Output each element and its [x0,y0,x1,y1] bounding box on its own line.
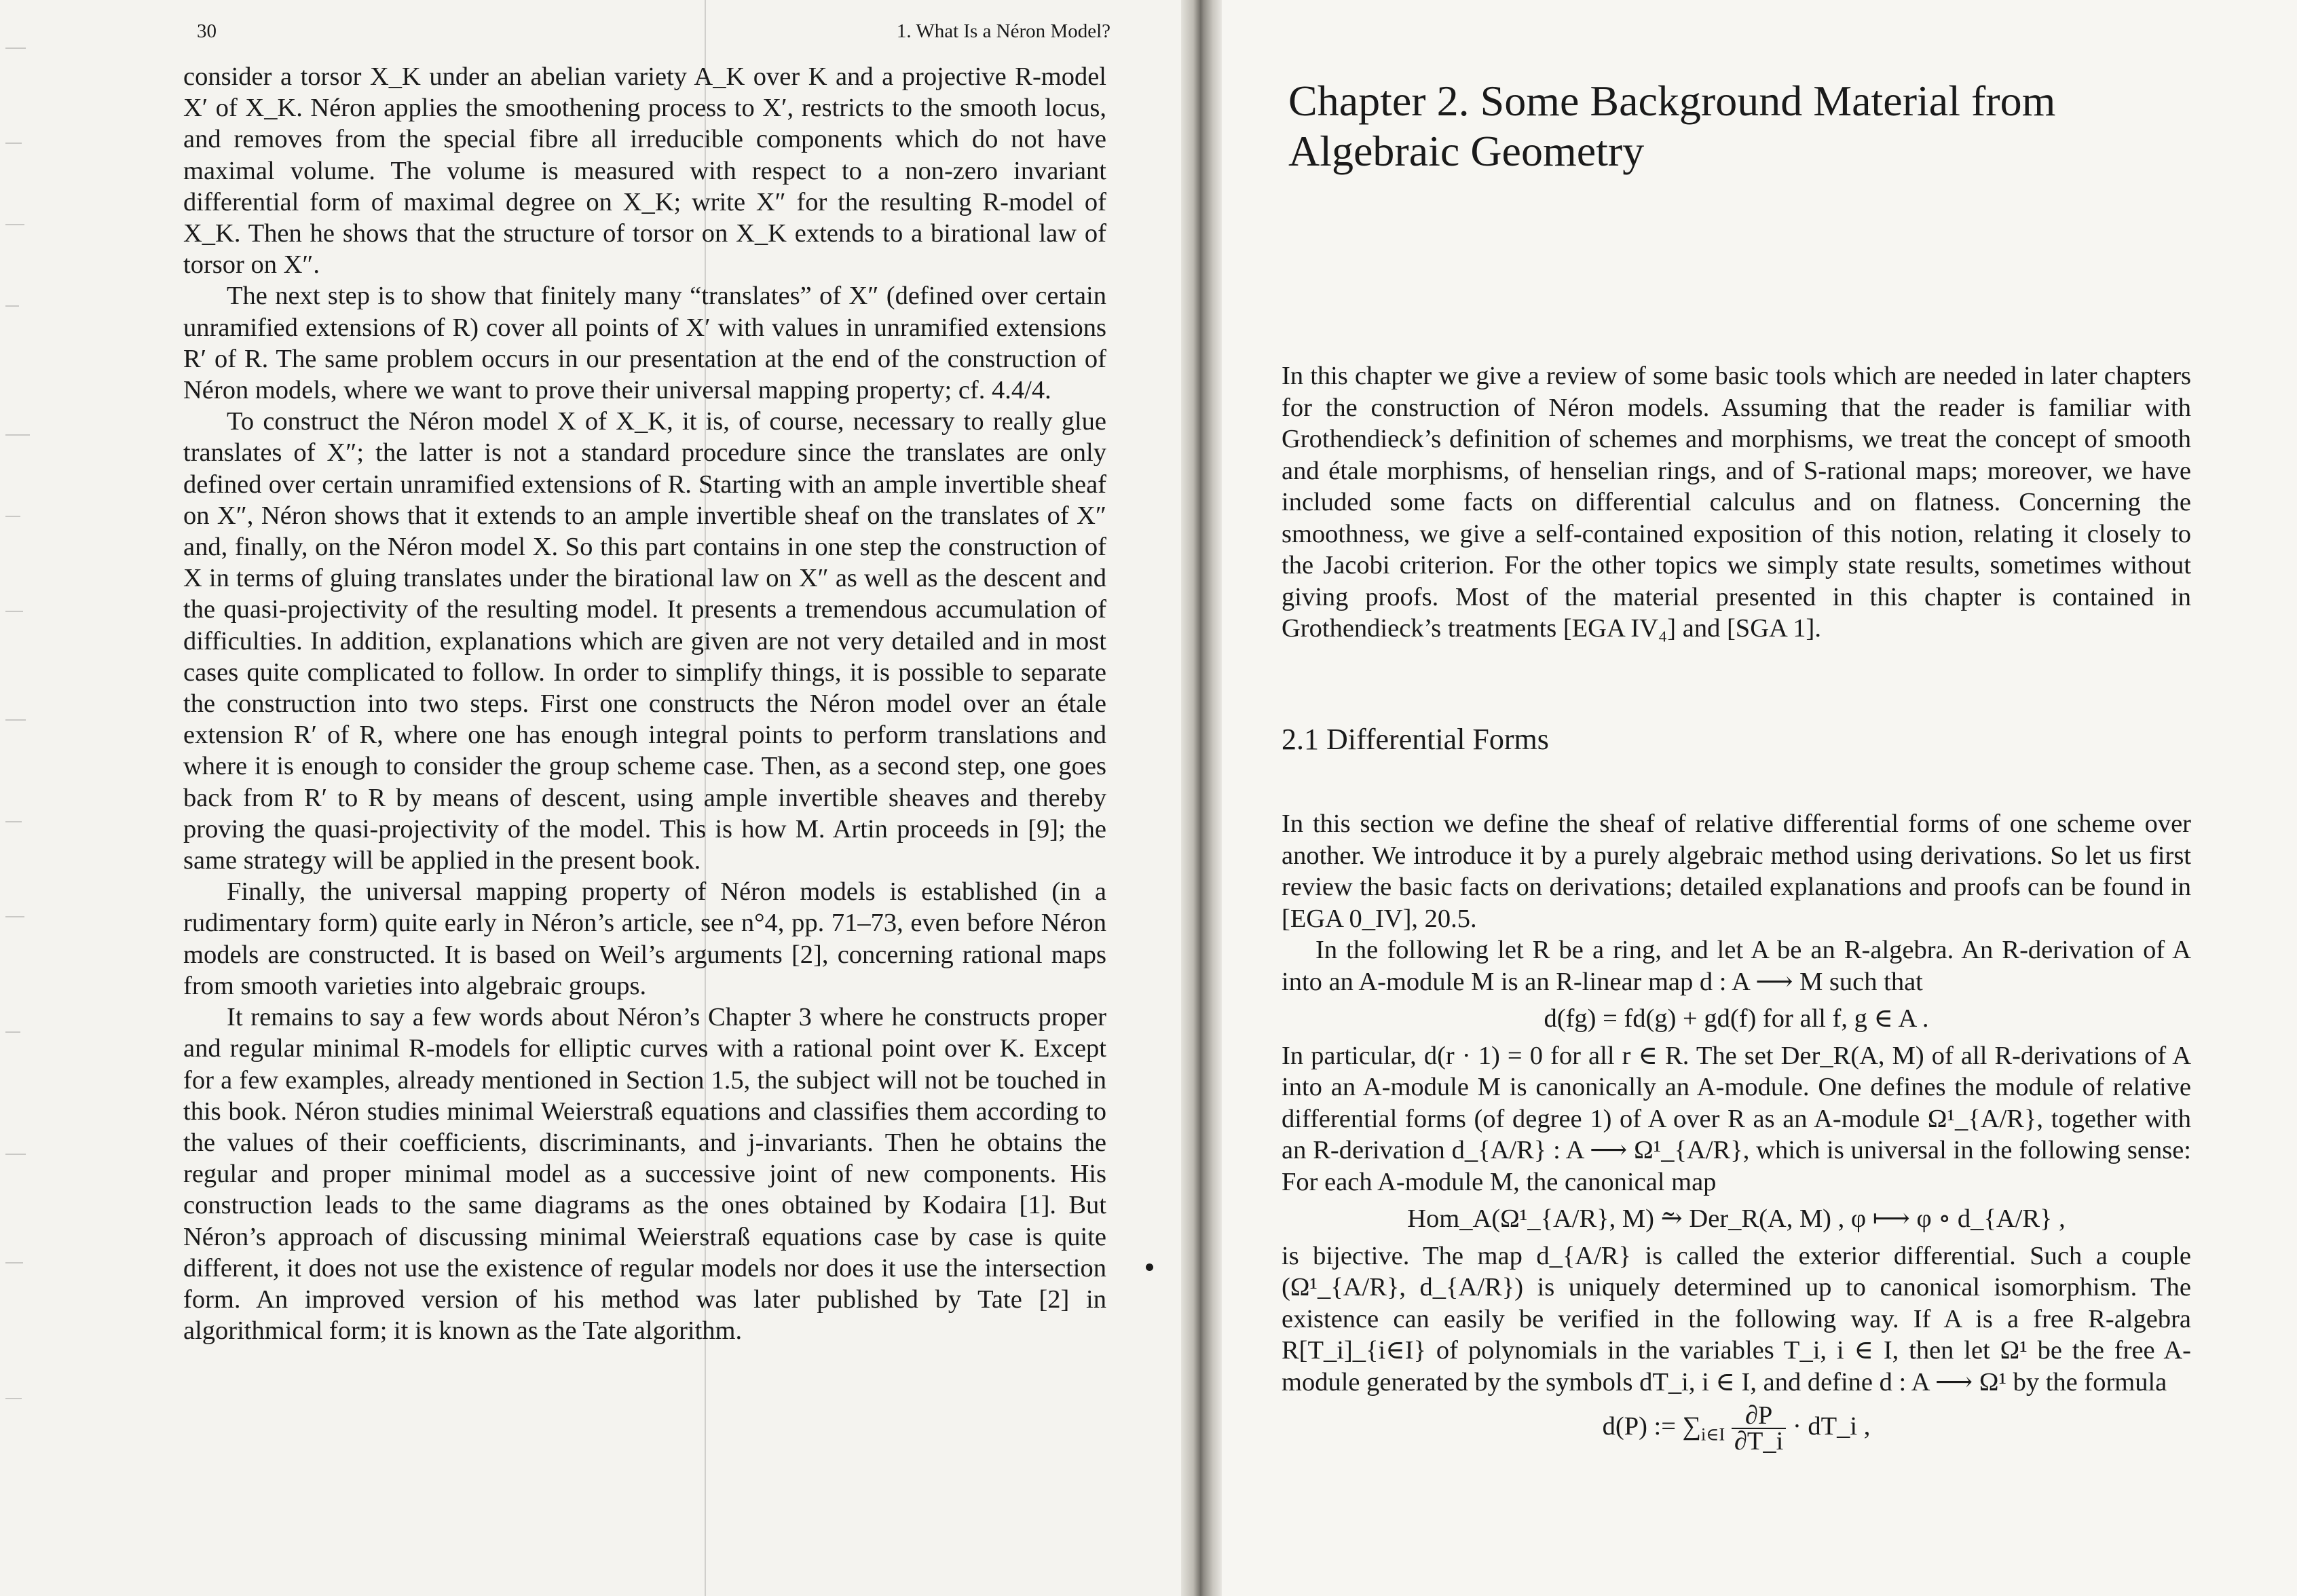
paragraph: consider a torsor X_K under an abelian variety A_K over K and a projective R-model X′ of X_K. Néron applies the smoothening process to X′, restricts to the smooth locus, and removes from the special fibre all irreducible components which do not have maximal volume. The volume is measured with respect to a non-zero invariant differential form of maximal degree on X_K; write X″ for the resulting R-model of X_K. Then he shows that the structure of torsor on X_K extends to a birational law of torsor on X″. [183,62,1106,280]
book-gutter [1181,0,1222,1596]
equation-derivation: d(fg) = fd(g) + gd(f) for all f, g ∈ A . [1544,1004,1929,1033]
fraction-numerator: ∂P [1732,1403,1787,1429]
equation-canonical-map: Hom_A(Ω¹_{A/R}, M) ⥲ Der_R(A, M) , φ ⟼ φ ∘ d_{A/R} , [1407,1204,2066,1233]
chapter-title: Chapter 2. Some Background Material from Algebraic Geometry [1288,77,2056,175]
paragraph: In the following let R be a ring, and let A be an R-algebra. An R-derivation of A into an A-module M is an R-linear map d : A ⟶ M such that [1282,936,2191,996]
paragraph: The next step is to show that finitely many “translates” of X″ (defined over certain unramified extensions of R) cover all points of X′ with values in unramified extensions R′ of R. The same problem occurs in our presentation at the end of the construction of Néron models, where we want to prove their universal mapping property; cf. 4.4/4. [183,282,1106,405]
margin-marks [0,0,48,1596]
left-body-text [183,61,1106,1346]
equation-lhs: d(P) := ∑ [1602,1411,1702,1441]
page-number: 30 [197,20,217,42]
equation-rhs: · dT_i , [1792,1411,1871,1441]
section-heading: 2.1 Differential Forms [1282,723,1549,756]
partial-fraction [1732,1403,1787,1454]
paragraph: It remains to say a few words about Néron’s Chapter 3 where he constructs proper and regular minimal R-models for elliptic curves with a rational point over K. Except for a few examples, already mentioned in Section 1.5, the subject will not be touched in this book. Néron studies minimal Weierstraß equations and classifies them according to the values of their coefficients, discriminants, and j-invariants. Then he obtains the regular and proper minimal model as a successive joint of new components. His construction leads to the same diagrams as the ones obtained by Kodaira [1]. But Néron’s approach of discussing minimal Weierstraß equations case by case is quite different, it does not use the existence of regular models nor does it use the intersection form. An improved version of his method was later published by Tate [2] in algorithmical form; it is known as the Tate algorithm. [183,1003,1106,1346]
paragraph: To construct the Néron model X of X_K, it is, of course, necessary to really glue translates of X″; the latter is not a standard procedure since the translates are only defined over certain unramified extensions of R. Starting with an ample invertible sheaf on X″, Néron shows that it extends to an ample invertible sheaf on the translates of X″ and, finally, on the Néron model X. So this part contains in one step the construction of X in terms of gluing translates under the birational law on X″ as well as the descent and the quasi-projectivity of the resulting model. It presents a tremendous accumulation of difficulties. In addition, explanations which are given are not very detailed and in most cases quite complicated to follow. In order to simplify things, it is possible to separate the construction into two steps. First one constructs the Néron model over an étale extension R′ of R, where one has enough integral points to perform translations and where it is enough to consider the group scheme case. Then, as a second step, one goes back from R′ to R by means of descent, using ample invertible sheaves and thereby proving the quasi-projectivity of the model. This is how M. Artin proceeds in [9]; the same strategy will be applied in the present book. [183,407,1106,875]
paragraph: Finally, the universal mapping property of Néron models is established (in a rudimentary form) quite early in Néron’s article, see n°4, pp. 71–73, even before Néron models are constructed. It is based on Weil’s arguments [2], concerning rational maps from smooth varieties into algebraic groups. [183,877,1106,1000]
paragraph: In this section we define the sheaf of relative differential forms of one scheme over another. We introduce it by a purely algebraic method using derivations. So let us first review the basic facts on derivations; detailed explanations and proofs can be found in [EGA 0_IV], 20.5. [1282,810,2191,933]
right-page [1222,0,2297,1596]
chapter-intro: In this chapter we give a review of some basic tools which are needed in later chapters for the construction of Néron models. Assuming that the reader is familiar with Grothendieck’s definition of schemes and morphisms, we treat the concept of smooth and étale morphisms, of henselian rings, and of S-rational maps; moreover, we have included some facts on differential calculus and on flatness. Concerning the smoothness, we give a self-contained exposition of this notion, relating it closely to the Jacobi criterion. For the other topics we simply state results, sometimes without giving proofs. Most of the material presented in this chapter is contained in Grothendieck’s treatments [EGA IV₄] and [SGA 1]. [1282,362,2191,643]
section-body [1282,808,2191,1459]
bullet-mark [1146,1264,1153,1271]
paragraph: is bijective. The map d_{A/R} is called the exterior differential. Such a couple (Ω¹_{A/R}, d_{A/R}) is uniquely determined up to canonical isomorphism. The existence can easily be verified in the following way. If A is a free R-algebra R[T_i]_{i∈I} of polynomials in the variables T_i, i ∈ I, then let Ω¹ be the free A-module generated by the symbols dT_i, i ∈ I, and define d : A ⟶ Ω¹ by the formula [1282,1241,2191,1396]
fraction-denominator: ∂T_i [1734,1427,1784,1456]
paragraph: In particular, d(r · 1) = 0 for all r ∈ R. The set Der_R(A, M) of all R-derivations of A into an A-module M is canonically an A-module. One defines the module of relative differential forms (of degree 1) of A over R as an A-module Ω¹_{A/R}, together with an R-derivation d_{A/R} : A ⟶ Ω¹_{A/R}, which is universal in the following sense: For each A-module M, the canonical map [1282,1041,2191,1196]
equation-sum-index: i∈I [1701,1424,1725,1445]
equation-differential [1282,1403,2191,1454]
running-title: 1. What Is a Néron Model? [896,20,1110,42]
